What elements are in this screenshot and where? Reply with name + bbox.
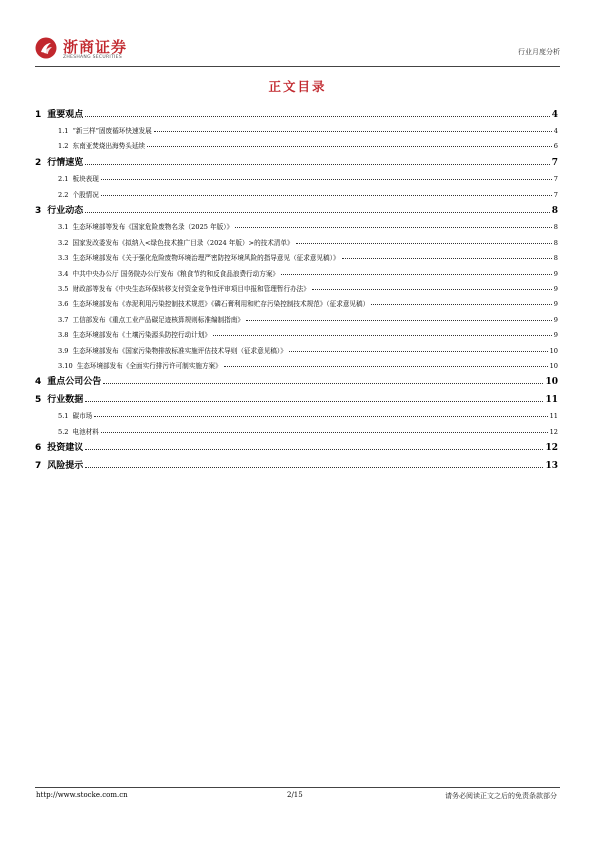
toc-dot-leader: [224, 366, 548, 367]
toc-entry-title: 生态环境部发布《国家污染物排放标准实施评估技术导则（征求意见稿）》: [72, 346, 287, 355]
toc-entry-page: 7: [553, 190, 558, 199]
toc-entry-title: 电池材料: [72, 427, 99, 436]
toc-entry-title: 重点公司公告: [47, 377, 102, 388]
toc-entry-title: 东南亚焚烧出海势头延续: [72, 142, 146, 151]
toc-subsection-entry[interactable]: [35, 135, 558, 150]
toc-entry-title: 碳市场: [72, 412, 93, 421]
page-number: 2/15: [287, 791, 303, 799]
footer-disclaimer: 请务必阅读正文之后的免责条款部分: [445, 792, 557, 800]
toc-dot-leader: [103, 383, 543, 384]
toc-entry-page: 11: [545, 394, 558, 405]
header-divider: [35, 66, 560, 67]
table-of-contents: [35, 102, 558, 471]
toc-entry-page: 9: [553, 300, 558, 309]
toc-entry-number: 3.6: [58, 300, 69, 309]
toc-entry-number: 5.2: [58, 427, 69, 436]
toc-dot-leader: [101, 195, 552, 196]
toc-entry-number: 5.1: [58, 412, 69, 421]
toc-dot-leader: [246, 320, 552, 321]
toc-entry-number: 2.2: [58, 190, 69, 199]
toc-subsection-entry[interactable]: [35, 120, 558, 135]
toc-section-entry[interactable]: [35, 150, 558, 168]
toc-entry-number: 5: [35, 394, 42, 405]
toc-entry-page: 9: [553, 331, 558, 340]
toc-subsection-entry[interactable]: [35, 405, 558, 420]
toc-dot-leader: [235, 227, 552, 228]
toc-subsection-entry[interactable]: [35, 293, 558, 308]
logo-emblem-icon: [35, 37, 57, 59]
footer-divider: [35, 787, 560, 788]
toc-entry-title: 生态环境部发布《赤泥利用污染控制技术规范》《磷石膏利用和贮存污染控制技术规范》（征求意见稿）: [72, 300, 370, 309]
toc-subsection-entry[interactable]: [35, 262, 558, 277]
toc-entry-title: 投资建议: [47, 443, 84, 454]
toc-subsection-entry[interactable]: [35, 324, 558, 339]
toc-dot-leader: [281, 274, 552, 275]
toc-entry-title: 行情速览: [47, 157, 84, 168]
toc-entry-page: 7: [553, 175, 558, 184]
toc-entry-title: 风险提示: [47, 460, 84, 471]
toc-dot-leader: [296, 243, 552, 244]
toc-dot-leader: [342, 258, 552, 259]
toc-entry-title: 个股情况: [72, 190, 99, 199]
toc-subsection-entry[interactable]: [35, 168, 558, 183]
toc-entry-title: 工信部发布《重点工业产品碳足迹核算规则标准编制指南》: [72, 315, 244, 324]
toc-entry-title: 生态环境部发布《关于强化危险废物环境治理严密防控环境风险的指导意见（征求意见稿）》: [72, 254, 340, 263]
toc-entry-page: 10: [549, 361, 558, 370]
toc-dot-leader: [85, 449, 543, 450]
toc-dot-leader: [213, 335, 552, 336]
toc-entry-number: 1.1: [58, 126, 69, 135]
toc-entry-title: 中共中央办公厅 国务院办公厅发布《粮食节约和反食品浪费行动方案》: [72, 269, 280, 278]
brand-name-en: ZHESHANG SECURITIES: [63, 55, 122, 60]
toc-subsection-entry[interactable]: [35, 231, 558, 246]
toc-entry-title: 生态环境部发布《全面实行排污许可制实施方案》: [76, 361, 222, 370]
toc-entry-page: 12: [549, 427, 558, 436]
report-type: 行业月度分析: [518, 48, 560, 56]
toc-entry-page: 8: [553, 254, 558, 263]
toc-dot-leader: [85, 401, 543, 402]
toc-entry-page: 4: [553, 126, 558, 135]
toc-entry-title: 板块表现: [72, 175, 99, 184]
toc-entry-page: 11: [549, 412, 558, 421]
toc-entry-title: 行业数据: [47, 394, 84, 405]
toc-entry-page: 13: [545, 460, 558, 471]
toc-dot-leader: [85, 212, 549, 213]
toc-entry-number: 6: [35, 443, 42, 454]
toc-entry-title: 生态环境部发布《土壤污染源头防控行动计划》: [72, 331, 211, 340]
toc-entry-number: 1: [35, 109, 42, 120]
toc-dot-leader: [101, 432, 548, 433]
toc-entry-number: 3.10: [58, 361, 73, 370]
toc-entry-page: 9: [553, 315, 558, 324]
toc-dot-leader: [85, 164, 549, 165]
toc-dot-leader: [154, 131, 552, 132]
toc-subsection-entry[interactable]: [35, 247, 558, 262]
toc-entry-page: 10: [545, 377, 558, 388]
toc-entry-number: 3.9: [58, 346, 69, 355]
toc-entry-number: 3.7: [58, 315, 69, 324]
toc-dot-leader: [371, 304, 552, 305]
toc-subsection-entry[interactable]: [35, 355, 558, 370]
toc-dot-leader: [147, 146, 552, 147]
toc-subsection-entry[interactable]: [35, 339, 558, 354]
toc-entry-page: 9: [553, 285, 558, 294]
toc-entry-page: 8: [553, 238, 558, 247]
toc-entry-title: 生态环境部等发布《国家危险废物名录（2025 年版）》: [72, 223, 234, 232]
toc-entry-page: 6: [553, 142, 558, 151]
toc-dot-leader: [101, 179, 552, 180]
toc-entry-number: 3.2: [58, 238, 69, 247]
toc-dot-leader: [289, 351, 548, 352]
toc-subsection-entry[interactable]: [35, 216, 558, 231]
toc-entry-page: 7: [551, 157, 558, 168]
toc-section-entry[interactable]: [35, 370, 558, 388]
toc-dot-leader: [85, 467, 543, 468]
toc-entry-number: 3.5: [58, 285, 69, 294]
toc-entry-page: 12: [545, 443, 558, 454]
toc-section-entry[interactable]: [35, 199, 558, 217]
toc-entry-number: 2: [35, 157, 42, 168]
toc-entry-number: 3: [35, 206, 42, 217]
toc-title: 正文目录: [268, 79, 327, 94]
toc-subsection-entry[interactable]: [35, 420, 558, 435]
toc-dot-leader: [312, 289, 552, 290]
toc-dot-leader: [85, 116, 549, 117]
toc-entry-number: 3.8: [58, 331, 69, 340]
toc-subsection-entry[interactable]: [35, 183, 558, 198]
toc-entry-title: 国家发改委发布《拟纳入<绿色技术推广目录（2024 年版）>的技术清单》: [72, 238, 294, 247]
footer-url[interactable]: http://www.stocke.com.cn: [36, 791, 128, 799]
toc-entry-page: 4: [551, 109, 558, 120]
toc-subsection-entry[interactable]: [35, 308, 558, 323]
toc-entry-title: “新三样”固废循环快速发展: [72, 126, 152, 135]
toc-section-entry[interactable]: [35, 102, 558, 120]
toc-entry-number: 7: [35, 460, 42, 471]
toc-entry-page: 8: [553, 223, 558, 232]
toc-entry-title: 财政部等发布《中央生态环保转移支付资金竞争性评审项目申报和管理暂行办法》: [72, 285, 310, 294]
brand-name: 浙商证券: [63, 38, 128, 56]
toc-entry-number: 2.1: [58, 175, 69, 184]
page-header: [35, 33, 560, 65]
toc-section-entry[interactable]: [35, 453, 558, 471]
toc-entry-page: 9: [553, 269, 558, 278]
toc-subsection-entry[interactable]: [35, 278, 558, 293]
toc-section-entry[interactable]: [35, 387, 558, 405]
toc-entry-number: 3.4: [58, 269, 69, 278]
toc-entry-page: 8: [551, 206, 558, 217]
toc-entry-title: 重要观点: [47, 109, 84, 120]
toc-entry-number: 4: [35, 377, 42, 388]
toc-entry-title: 行业动态: [47, 206, 84, 217]
toc-section-entry[interactable]: [35, 436, 558, 454]
toc-entry-page: 10: [549, 346, 558, 355]
toc-entry-number: 3.1: [58, 223, 69, 232]
toc-dot-leader: [94, 416, 547, 417]
toc-entry-number: 3.3: [58, 254, 69, 263]
toc-entry-number: 1.2: [58, 142, 69, 151]
